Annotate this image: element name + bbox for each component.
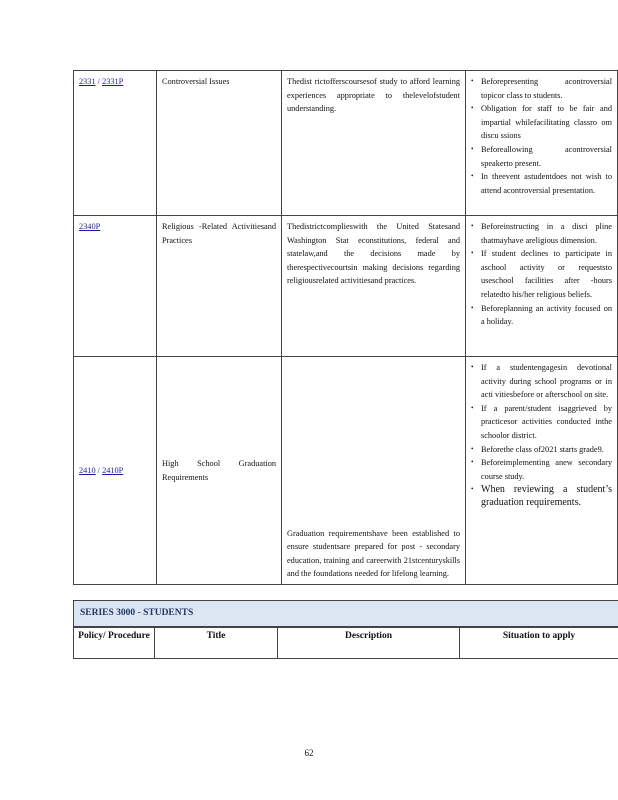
list-item: • If a parent/student isaggrieved by practicesor activities conducted inthe schoolor district.: [471, 402, 612, 443]
list-item: • Beforeplanning an activity focused on a holiday.: [471, 302, 612, 329]
procedure-link[interactable]: 2340P: [79, 222, 101, 231]
title-cell: High School Graduation Requirements: [157, 357, 282, 585]
description-cell: Thedistrictcomplieswith the United Statesand Washington Stat econstitutions, federal and statelaw,and the decisions made by therespectivecourtsin making decisions regarding religiousrelated activitiesand practices.: [282, 216, 466, 357]
procedure-link[interactable]: 2331P: [102, 77, 124, 86]
situation-text: When reviewing a student’s graduation requirements.: [481, 484, 612, 509]
situation-list: [471, 75, 612, 197]
series-heading: SERIES 3000 - STUDENTS: [73, 600, 618, 627]
table-row: [74, 71, 618, 216]
list-item: • Beforeimplementing anew secondary course study.: [471, 456, 612, 483]
page-number: 62: [304, 748, 314, 758]
situation-cell: [466, 357, 618, 585]
list-item: • If a studentengagesin devotional activity during school programs or in acti vitiesbefore or afterschool on site.: [471, 361, 612, 402]
situation-list: [471, 361, 612, 509]
situation-list: [471, 220, 612, 329]
list-item: • Beforeinstructing in a disci pline thatmayhave areligious dimension.: [471, 220, 612, 247]
header-title: Title: [155, 628, 278, 659]
list-item: • Obligation for staff to be fair and impartial whilefacilitating classro om discu ssions: [471, 102, 612, 143]
description-cell: Thedist rictofferscoursesof study to afford learning experiences appropriate to thelevelofstudent understanding.: [282, 71, 466, 216]
policy-cell: [74, 71, 157, 216]
header-row: [74, 628, 618, 659]
list-item: • Beforepresenting acontroversial topicor class to students.: [471, 75, 612, 102]
title-cell: Controversial Issues: [157, 71, 282, 216]
policy-cell: [74, 357, 157, 585]
header-policy: Policy/ Procedure: [74, 628, 155, 659]
policy-cell: [74, 216, 157, 357]
list-item: [471, 483, 612, 509]
header-situation: Situation to apply: [460, 628, 618, 659]
title-cell: Religious -Related Activitiesand Practices: [157, 216, 282, 357]
description-cell: Graduation requirementshave been established to ensure studentsare prepared for post - secondary education, training and careerwith 21stcenturyskills and the foundations needed for lifelong learning.: [282, 357, 466, 585]
list-item: • Beforethe class of2021 starts grade9.: [471, 443, 612, 457]
column-header-table: [73, 627, 618, 659]
situation-cell: [466, 71, 618, 216]
list-item: • If student declines to participate in aschool activity or requeststo useschool facilities after -hours relatedto his/her religious beliefs.: [471, 247, 612, 301]
policy-link[interactable]: 2331: [79, 77, 96, 86]
procedure-link[interactable]: 2410P: [102, 466, 124, 476]
policy-table: [73, 70, 618, 585]
policy-separator: /: [95, 466, 103, 476]
policy-separator: /: [95, 77, 103, 86]
situation-cell: [466, 216, 618, 357]
list-item: • Beforeallowing acontroversial speakerto present.: [471, 143, 612, 170]
header-description: Description: [278, 628, 460, 659]
policy-link[interactable]: 2410: [79, 466, 96, 476]
list-item: • In theevent astudentdoes not wish to attend acontroversial presentation.: [471, 170, 612, 197]
table-row: [74, 357, 618, 585]
table-row: [74, 216, 618, 357]
